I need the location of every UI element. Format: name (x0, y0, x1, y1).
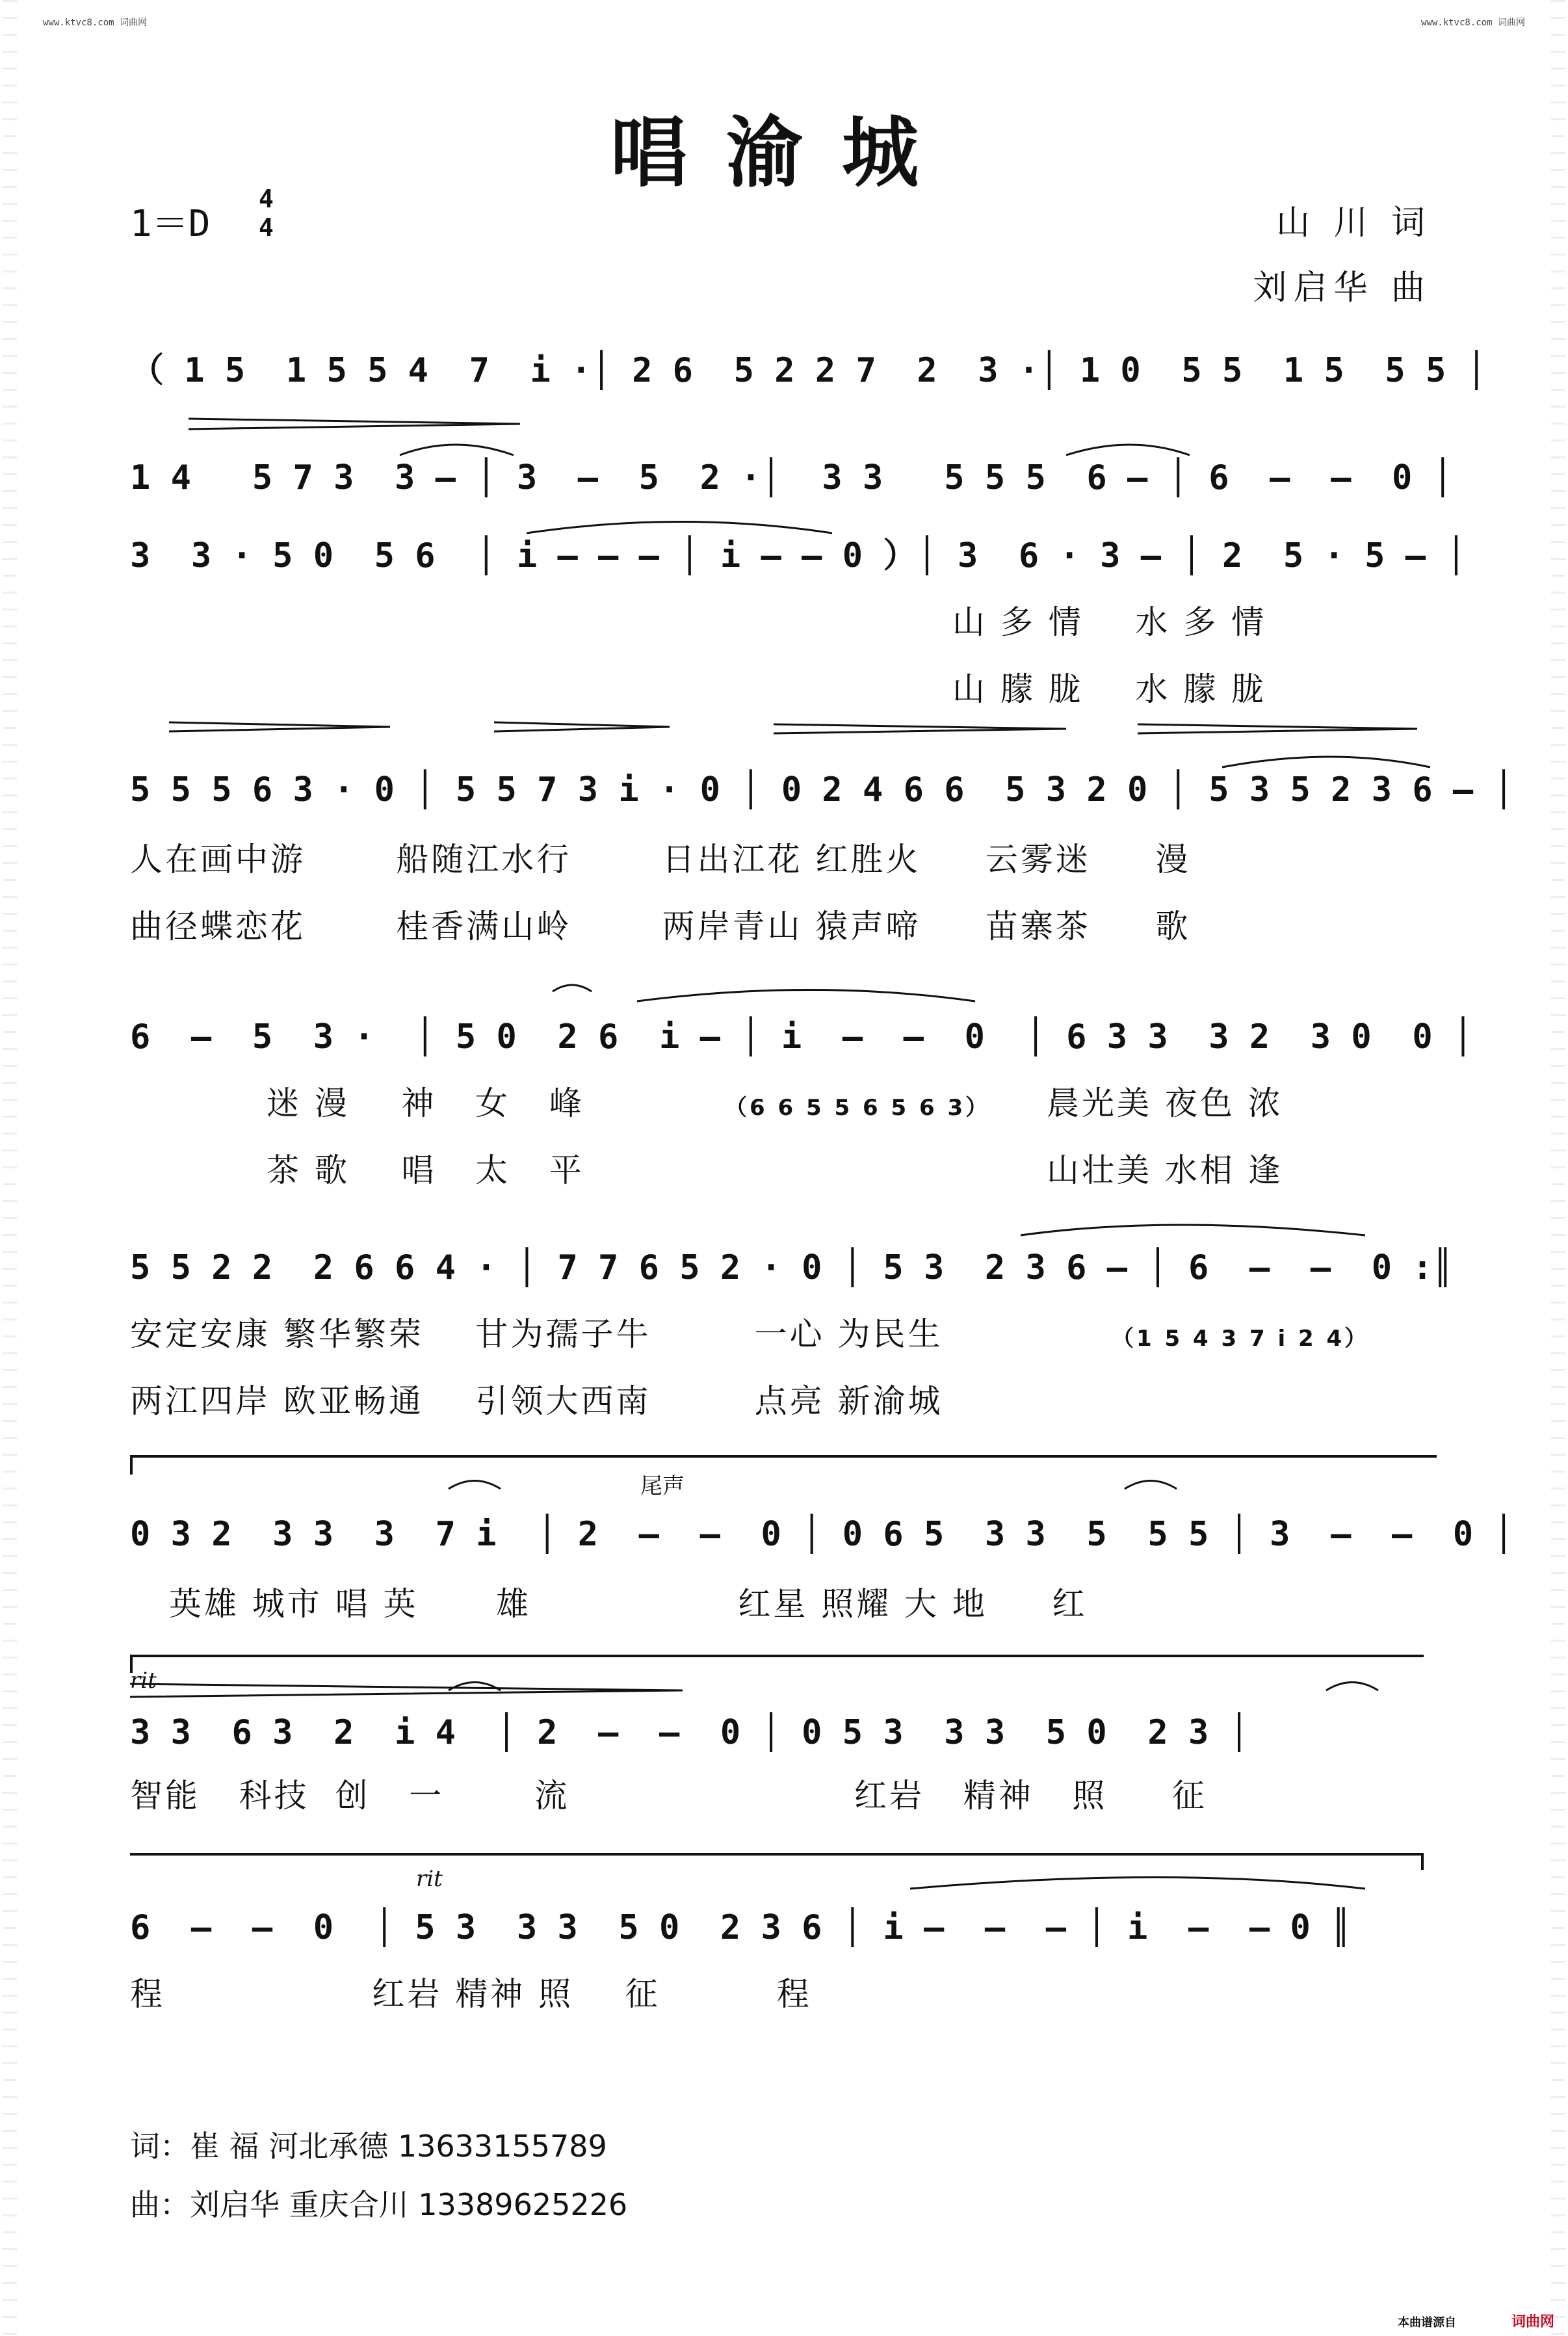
meter-top: 4 (259, 185, 274, 213)
lyricist-credit: 山 川 词 (1275, 203, 1431, 243)
site-logo[interactable]: 词曲网 (1511, 2314, 1555, 2330)
slur (1066, 445, 1190, 455)
lyrics-line: 茶 歌 唱 太 平 (267, 1151, 584, 1189)
slur (400, 445, 514, 455)
meter-bottom: 4 (259, 213, 274, 242)
slur (1326, 1683, 1378, 1691)
song-title: 唱渝城 (610, 107, 958, 198)
measure-group: 5 5 2 2 2 6 6 4 · │ 7 7 6 5 2 · 0 │ 5 3 2 3 6 – │ 6 – – 0 :║ (130, 1248, 1453, 1287)
music-row-9 (130, 1905, 1437, 1950)
music-row-2 (130, 455, 1453, 501)
hairpin (494, 722, 670, 731)
measure-group: 0 3 2 3 3 3 7 i │ 2 – – 0 │ 0 6 5 3 3 5 5 5 │ 3 – – 0 │ (130, 1515, 1514, 1554)
lyrics-line: 晨光美 夜色 浓 (1047, 1084, 1283, 1122)
interlude-notes: （6 6 5 5 6 5 6 3） (725, 1095, 991, 1121)
lyrics-line: 山壮美 水相 逢 (1047, 1151, 1283, 1189)
rit-marking: rit (416, 1866, 443, 1892)
section-line (130, 1853, 1424, 1856)
slur (449, 1683, 501, 1691)
footer-composer: 曲：刘启华 重庆合川 13389625226 (130, 2187, 628, 2222)
music-row-4 (130, 767, 1514, 813)
interlude-notes: （1 5 4 3 7 i 2 4） (1112, 1326, 1370, 1352)
slur (1222, 757, 1430, 767)
measure-group: │ 1 0 5 5 1 5 5 5 │ (1039, 351, 1487, 390)
section-line (130, 1455, 1437, 1458)
measure-group: 3 3 · 5 0 5 6 │ i – – – │ i – – 0 ） (130, 536, 917, 575)
music-row-5 (130, 1014, 1474, 1060)
section-line (130, 1655, 1424, 1657)
lyrics-line: 安定安康 繁华繁荣 甘为孺子牛 一心 为民生 (130, 1315, 943, 1353)
measure-group: （ 1 5 1 5 5 4 7 i · (130, 351, 592, 390)
measure-group: 1 4 5 7 3 3 – │ 3 – 5 2 · (130, 458, 761, 497)
slur (637, 990, 975, 1002)
source-note: 本曲谱源自 (1398, 2316, 1456, 2329)
slur (553, 985, 592, 991)
measure-group: 6 – – 0 │ 5 3 3 3 5 0 2 3 6 │ i – – – │ i – – 0 ║ (130, 1908, 1352, 1947)
hairpin (774, 724, 1066, 733)
music-row-7 (130, 1512, 1514, 1557)
watermark-top-right: www.ktvc8.com 词曲网 (1420, 18, 1525, 28)
lyrics-line: 山 多 情 水 多 情 (952, 603, 1267, 641)
section-line-tick (130, 1455, 133, 1475)
key-signature: 1＝D (130, 203, 211, 245)
coda-label: 尾声 (640, 1473, 685, 1499)
lyrics-line: 曲径蝶恋花 桂香满山岭 两岸青山 猿声啼 苗寨茶 歌 (130, 908, 1191, 945)
measure-group: │ 2 6 5 2 2 7 2 3 · (591, 351, 1039, 390)
hairpin (169, 722, 390, 731)
footer-lyricist: 词：崔 福 河北承德 13633155789 (130, 2129, 607, 2164)
music-row-3 (130, 533, 1467, 579)
hairpin (1138, 724, 1417, 733)
rit-marking: rit (130, 1668, 157, 1694)
music-row-6 (130, 1245, 1453, 1291)
hairpin (189, 419, 520, 429)
composer-credit: 刘启华 曲 (1253, 269, 1431, 308)
measure-group: │ 3 6 · 3 – │ 2 5 · 5 – │ (917, 536, 1467, 575)
slur (527, 522, 832, 534)
slur (1021, 1225, 1365, 1235)
watermark-top-left: www.ktvc8.com 词曲网 (43, 18, 148, 28)
slur (910, 1878, 1365, 1889)
music-row-8 (130, 1710, 1437, 1755)
lyrics-line: 智能 科技 创 一 流 红岩 精神 照 征 (130, 1777, 1207, 1815)
measure-group: 5 5 5 6 3 · 0 │ 5 5 7 3 i · 0 │ 0 2 4 6 6 5 3 2 0 │ 5 3 5 2 3 6 – │ (130, 770, 1514, 809)
lyrics-line: 人在画中游 船随江水行 日出江花 红胜火 云雾迷 漫 (130, 841, 1191, 878)
lyrics-line: 迷 漫 神 女 峰 (267, 1084, 584, 1122)
hairpin (130, 1684, 683, 1697)
lyrics-line: 程 红岩 精神 照 征 程 (130, 1975, 812, 2013)
slur (449, 1481, 501, 1490)
measure-group: 3 3 6 3 2 i 4 │ 2 – – 0 │ 0 5 3 3 3 5 0 2 3 │ (130, 1713, 1249, 1752)
slur (1125, 1481, 1177, 1490)
lyrics-line: 两江四岸 欧亚畅通 引领大西南 点亮 新渝城 (130, 1382, 943, 1420)
section-line-tick (1421, 1853, 1424, 1870)
measure-group: │ 3 3 5 5 5 6 – │ 6 – – 0 │ (761, 458, 1453, 497)
measure-group: 6 – 5 3 · │ 5 0 2 6 i – │ i – – 0 │ 6 3 3 3 2 3 0 0 │ (130, 1017, 1474, 1056)
lyrics-line: 山 朦 胧 水 朦 胧 (952, 670, 1267, 708)
music-row-1 (130, 348, 1487, 393)
lyrics-line: 英雄 城市 唱 英 雄 红星 照耀 大 地 红 (169, 1585, 1088, 1623)
